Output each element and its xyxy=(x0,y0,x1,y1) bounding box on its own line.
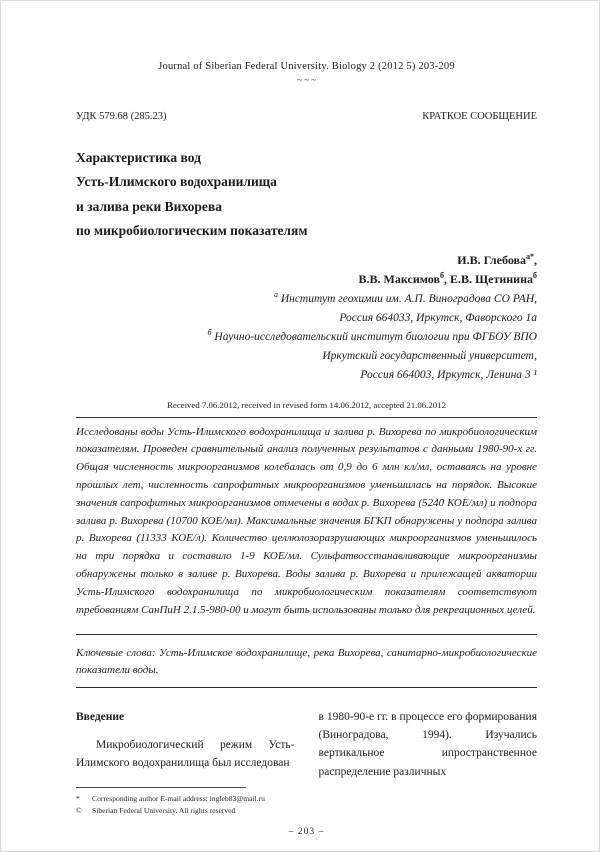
author-affiliation-mark: а* xyxy=(526,252,534,262)
copyright-text: Siberian Federal University. All rights reserved xyxy=(92,805,236,815)
title-line: Усть-Илимского водохранилища xyxy=(76,174,277,190)
author-separator: , xyxy=(534,253,537,268)
title-line: по микробиологическим показателям xyxy=(76,222,308,238)
header-ornament: ~ ~ ~ xyxy=(296,75,317,85)
footnote-marker: * xyxy=(76,793,80,803)
copyright-symbol: © xyxy=(76,805,82,815)
affiliation-text: Иркутский государственный университет, xyxy=(322,349,537,362)
footnote-divider xyxy=(76,787,246,788)
article-title xyxy=(76,146,537,243)
author-line xyxy=(76,251,537,270)
udk-row xyxy=(76,111,537,122)
footnote-copyright xyxy=(76,805,537,817)
right-column xyxy=(319,708,538,782)
body-columns xyxy=(76,708,537,782)
affiliations-block xyxy=(76,289,537,383)
affiliation-text: Институт геохимии им. А.П. Виноградова СО РАН, xyxy=(277,293,537,306)
abstract-text: Исследованы воды Усть-Илимского водохранилища и залива р. Вихорева по микробиологическим показателям. Проведен сравнительный анализ полученных результатов с данными 1980-90-х гг. Общая численность микроорганизмов колебалась от 0,9 до 6 млн кл/мл, оставаясь на уровне прошлых лет, численность сапрофитных микроорганизмов уменьшилась на порядок. Высокие значения сапрофитных микроорганизмов отмечены в водах р. Вихорева (5240 КОЕ/мл) и подпора залива р. Вихорева (10700 КОЕ/мл). Максимальные значения БГКП обнаружены у подпора залива р. Вихорева (11333 КОЕ/л). Количество целлюлозоразрушающих микроорганизмов уменьшилось на три порядка и составило 1-9 КОЕ/мл. Сульфатвосстанавливающие микроорганизмы обнаружены только в заливе р. Вихорева. Воды залива р. Вихорева и прилежащей акватории Усть-Илимского водохранилища по микробиологическим показателям соответствуют требованиям СанПиН 2.1.5-980-00 и могут быть использованы только для рекреационных целей. xyxy=(76,425,537,616)
received-dates: Received 7.06.2012, received in revised form 14.06.2012, accepted 21.06.2012 xyxy=(167,399,446,410)
right-column-paragraph: в 1980-90-е гг. в процессе его формирования (Виноградова, 1994). Изучались вертикальное ипространственное распределение различных xyxy=(318,710,537,778)
author-affiliation-mark: б xyxy=(533,270,537,280)
udk-code: УДК 579.68 (285.23) xyxy=(76,111,167,122)
left-column xyxy=(76,708,295,782)
authors-block xyxy=(76,251,537,288)
affiliation-line xyxy=(76,308,537,327)
affiliation-line xyxy=(76,365,537,384)
footnote-text[interactable]: Corresponding author E-mail address: ingleb83@mail.ru xyxy=(92,793,265,803)
author-name: Е.В. Щетинина xyxy=(449,271,533,286)
page-footer xyxy=(76,787,537,837)
author-separator: , xyxy=(443,271,450,286)
divider-below-keywords xyxy=(76,687,537,688)
keywords-text: Ключевые слова: Усть-Илимское водохранилище, река Вихорева, санитарно-микробиологические показатели воды. xyxy=(76,646,537,676)
author-line xyxy=(76,270,537,289)
affiliation-text: Россия 664033, Иркутск, Фаворского 1а xyxy=(339,312,537,325)
page-number: – 203 – xyxy=(288,827,325,837)
affiliation-mark: а xyxy=(273,290,278,300)
author-affiliation-mark: б xyxy=(439,270,444,280)
title-line: и залива реки Вихорева xyxy=(76,198,222,214)
article-type-label: КРАТКОЕ СООБЩЕНИЕ xyxy=(422,111,537,122)
affiliation-mark: б xyxy=(207,328,212,338)
affiliation-line xyxy=(76,289,537,308)
left-column-paragraph: Микробиологический режим Усть-Илимского водохранилища был исследован xyxy=(76,739,295,770)
section-heading-introduction: Введение xyxy=(76,710,125,723)
affiliation-text: Россия 664003, Иркутск, Ленина 3 ¹ xyxy=(360,368,537,381)
affiliation-text: Научно-исследовательский институт биологии при ФГБОУ ВПО xyxy=(211,330,537,343)
affiliation-line xyxy=(76,327,537,346)
footnote-corresponding-author xyxy=(76,793,537,805)
author-name: И.В. Глебова xyxy=(457,253,526,268)
journal-header: Journal of Siberian Federal University. Biology 2 (2012 5) 203-209 xyxy=(158,61,455,72)
author-name: В.В. Максимов xyxy=(358,271,440,286)
page-content xyxy=(76,61,537,781)
affiliation-line xyxy=(76,346,537,365)
title-line: Характеристика вод xyxy=(76,150,201,165)
